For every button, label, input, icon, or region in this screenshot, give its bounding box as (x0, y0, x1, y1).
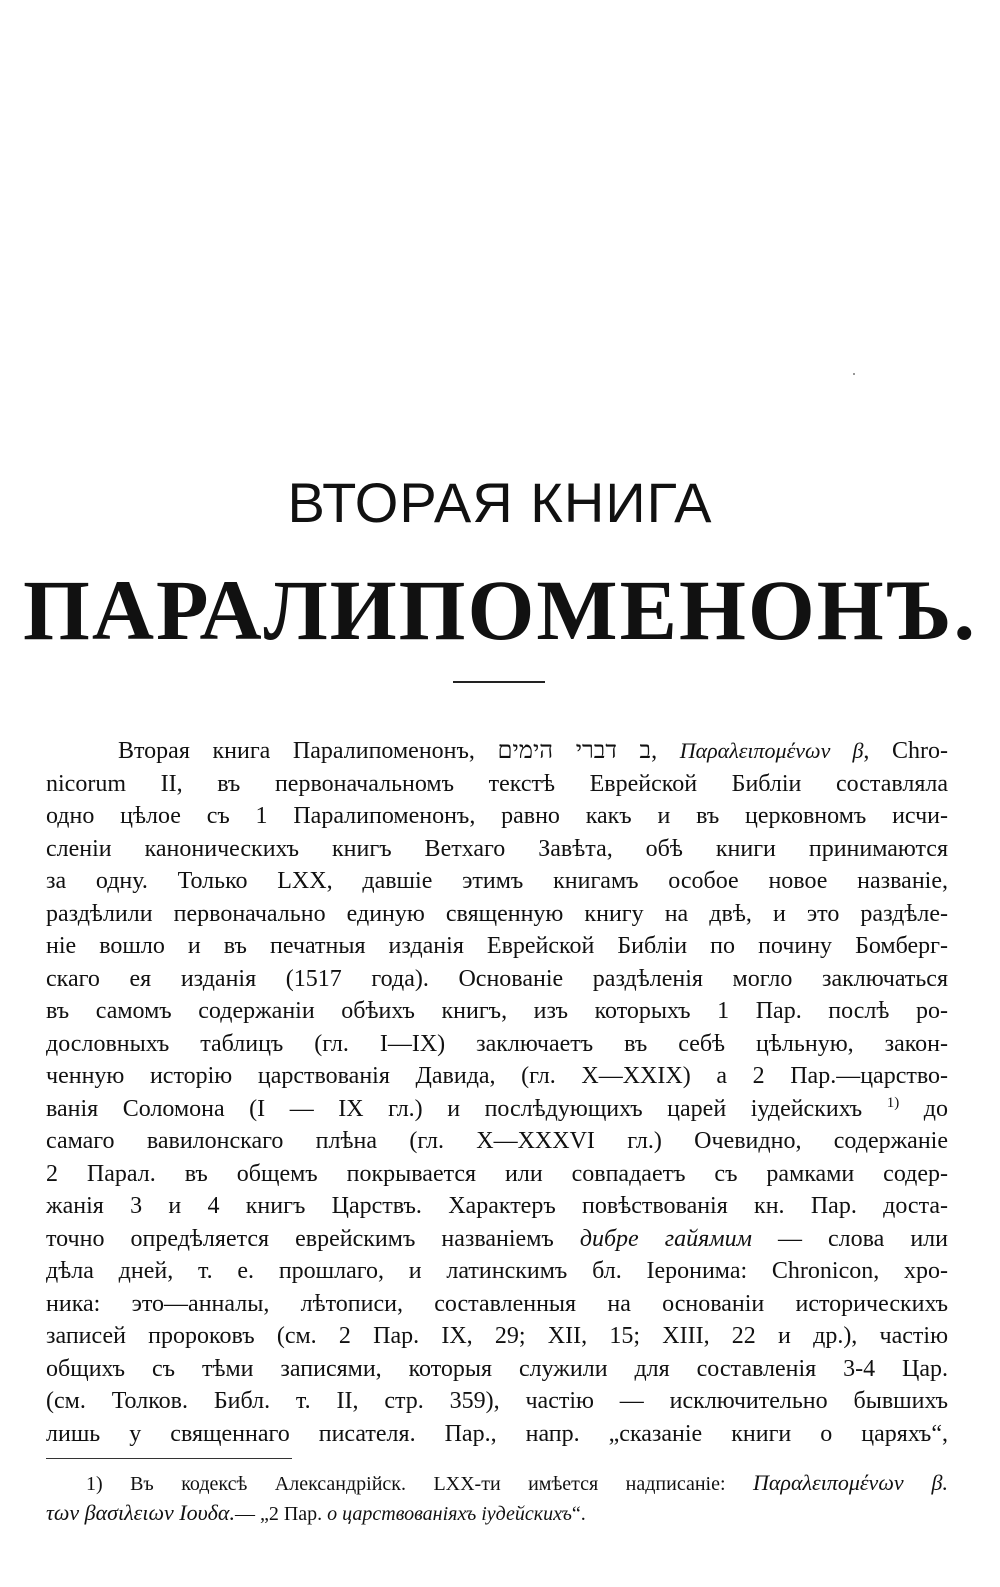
footnote-marker: 1) (886, 1094, 900, 1111)
title-line-2: ПАРАЛИПОМЕНОНЪ. (23, 562, 977, 658)
hebrew-title: ב דברי הימים (497, 738, 652, 764)
text-line: жанія 3 и 4 книгъ Царствъ. Характеръ повѣствованія кн. Пар. доста- (46, 1193, 948, 1219)
text-line: самаго вавилонскаго плѣна (гл. X—XXXVI гл.) Очевидно, содержаніе (46, 1128, 948, 1154)
print-speck (853, 373, 855, 375)
title-divider (453, 681, 545, 683)
text-line: лишь у священнаго писателя. Пар., напр. „сказаніе книги о царяхъ“, (46, 1420, 948, 1447)
text-line: ника: это—анналы, лѣтописи, составленныя на основаніи историческихъ (46, 1290, 948, 1317)
text-line: раздѣлили первоначально единую священную книгу на двѣ, и это раздѣле- (46, 900, 948, 927)
text-line: точно опредѣляется еврейскимъ названіемъ дибре гайямим — слова или (46, 1225, 948, 1252)
text-line: въ самомъ содержаніи обѣихъ книгъ, изъ которыхъ 1 Пар. послѣ ро- (46, 998, 948, 1024)
text-line: Вторая книга Паралипоменонъ, ב דברי הימים, Παραλειπομένων β, Chro- (118, 738, 948, 764)
text-line: 2 Парал. въ общемъ покрывается или совпадаетъ съ рамками содер- (46, 1160, 948, 1187)
text-line: ніе вошло и въ печатныя изданія Еврейской Библіи по почину Бомберг- (46, 933, 948, 959)
footnote-line: 1) Въ кодексѣ Александрійск. LXX-ти имѣется надписаніе: Παραλειπομένων β. (86, 1470, 949, 1495)
text-line: за одну. Только LXX, давшіе этимъ книгамъ особое новое названіе, (46, 868, 948, 894)
text-line: дословныхъ таблицъ (гл. I—IX) заключаетъ въ себѣ цѣльную, закон- (46, 1030, 948, 1057)
text-line: ванія Соломона (I — IX гл.) и послѣдующихъ царей іудейскихъ $^{1)}$ до (46, 1094, 948, 1122)
text-line: (см. Толков. Библ. т. II, стр. 359), частію — исключительно бывшихъ (46, 1388, 948, 1414)
footnote (46, 1468, 948, 1528)
text-line: nicorum II, въ первоначальномъ текстѣ Еврейской Библіи составляла (46, 770, 948, 797)
transliteration: дибре гайямим (579, 1225, 752, 1252)
main-paragraph (46, 735, 948, 1450)
title-line-1: ВТОРАЯ КНИГА (287, 471, 713, 534)
greek-title: Παραλειπομένων β (679, 738, 864, 763)
text-line: сленіи каноническихъ книгъ Ветхаго Завѣта, обѣ книги принимаются (46, 835, 948, 862)
text-line: ченную исторію царствованія Давида, (гл. X—XXIX) а 2 Пар.—царство- (46, 1063, 948, 1089)
text-line: скаго ея изданія (1517 года). Основаніе раздѣленія могло заключаться (46, 965, 948, 992)
text-line: дѣла дней, т. е. прошлаго, и латинскимъ бл. Іеронима: Chronicon, хро- (46, 1258, 948, 1284)
greek-title: Παραλειπομένων β. (752, 1470, 949, 1495)
greek-text: των βασιλειων Ιουδα. (46, 1500, 235, 1525)
text-line: одно цѣлое съ 1 Паралипоменонъ, равно какъ и въ церковномъ исчи- (46, 803, 948, 829)
footnote-line: των βασιλειων Ιουδα.— „2 Пар. о царствованіяхъ іудейскихъ“. (46, 1500, 586, 1525)
text-line: общихъ съ тѣми записями, которыя служили для составленія 3-4 Цар. (46, 1355, 948, 1382)
text-line: записей пророковъ (см. 2 Пар. IX, 29; XII, 15; XIII, 22 и др.), частію (46, 1323, 948, 1349)
footnote-divider (46, 1458, 292, 1459)
